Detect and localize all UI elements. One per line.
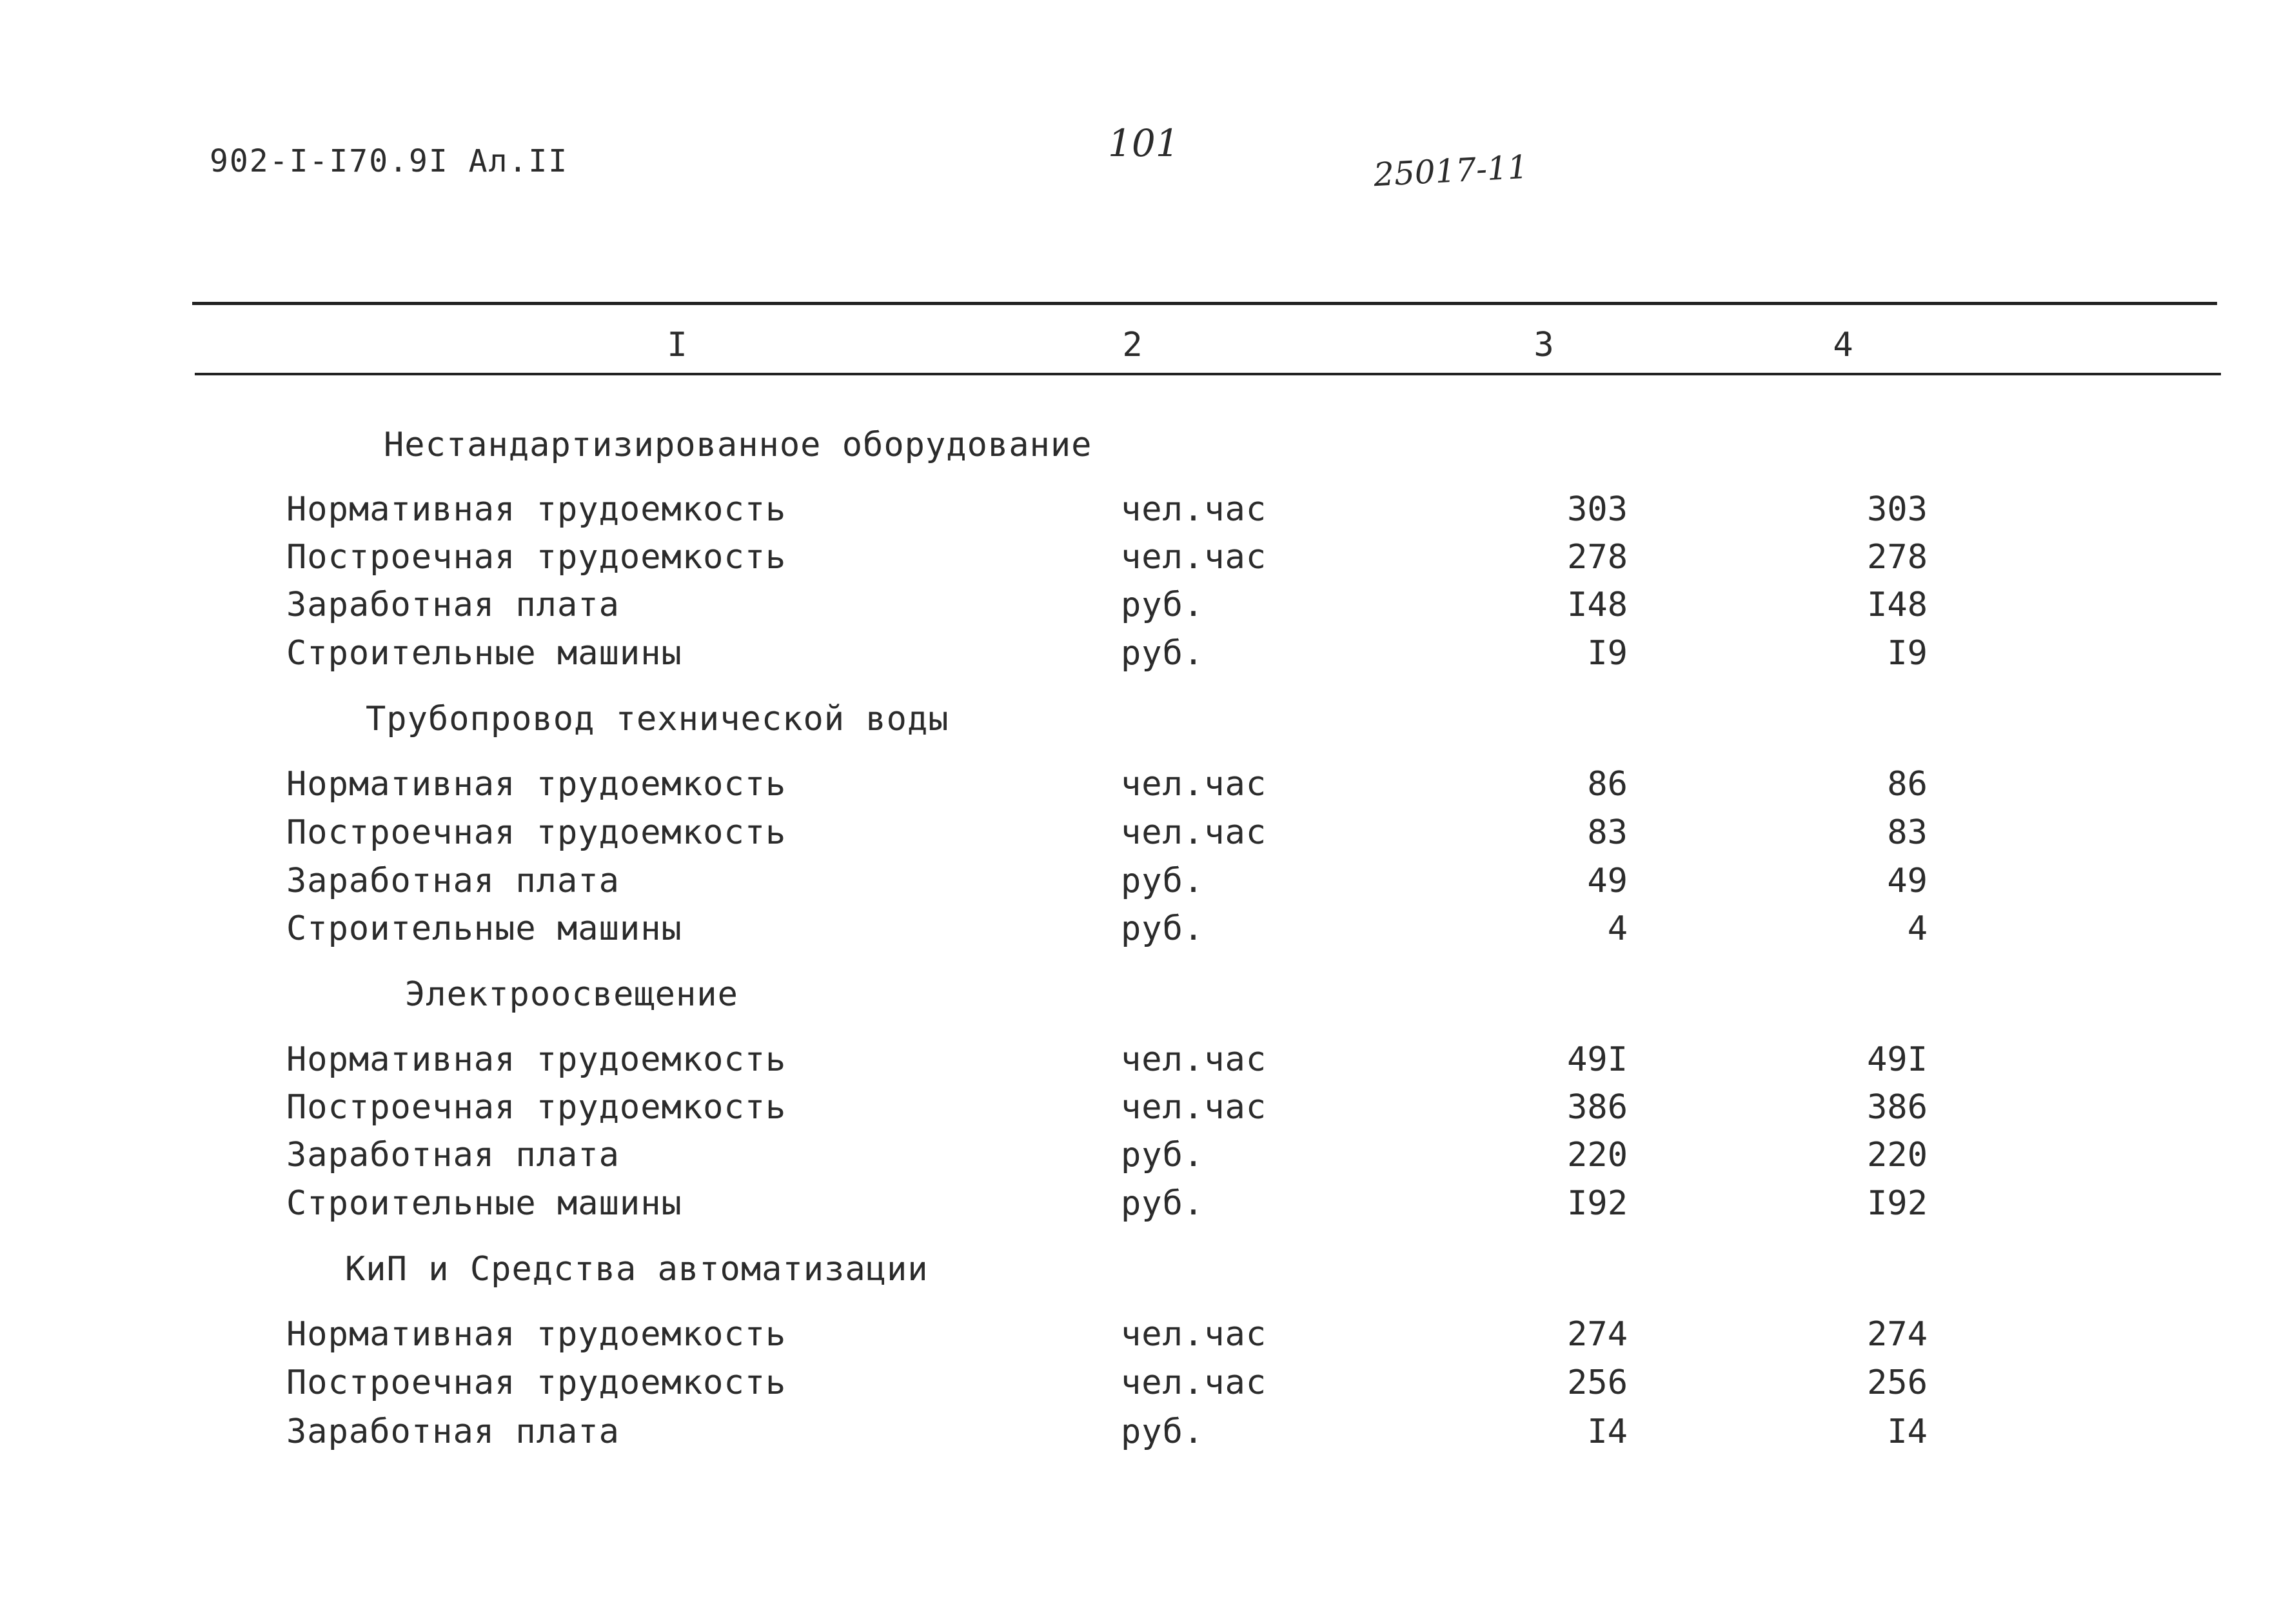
row-unit: чел.час: [1121, 538, 1267, 577]
row-name: Построечная трудоемкость: [286, 1363, 787, 1402]
section-title: Нестандартизированное оборудование: [384, 426, 1092, 464]
row-unit: руб.: [1121, 1136, 1205, 1174]
row-name: Заработная плата: [286, 1136, 620, 1174]
row-value-col4: I48: [1867, 586, 1928, 624]
row-name: Строительные машины: [286, 909, 682, 948]
row-value-col4: 386: [1867, 1088, 1928, 1127]
row-name: Заработная плата: [286, 862, 620, 900]
row-name: Нормативная трудоемкость: [286, 765, 787, 804]
table-row: [0, 586, 2279, 633]
row-value-col3: 303: [1567, 490, 1628, 529]
table-row: [0, 862, 2279, 909]
section-title: КиП и Средства автоматизации: [345, 1250, 929, 1289]
table-top-rule: [192, 302, 2217, 305]
row-value-col4: 256: [1867, 1363, 1928, 1402]
row-name: Построечная трудоемкость: [286, 538, 787, 577]
row-unit: руб.: [1121, 634, 1205, 673]
row-value-col4: 303: [1867, 490, 1928, 529]
table-row: [0, 1136, 2279, 1183]
row-name: Построечная трудоемкость: [286, 813, 787, 852]
row-name: Построечная трудоемкость: [286, 1088, 787, 1127]
column-header-1: I: [667, 326, 687, 364]
table-row: [0, 634, 2279, 682]
row-value-col3: 49I: [1567, 1040, 1628, 1079]
table-row: [0, 1184, 2279, 1232]
row-unit: чел.час: [1121, 813, 1267, 852]
row-value-col4: 274: [1867, 1315, 1928, 1354]
row-value-col4: 49: [1887, 862, 1928, 900]
row-value-col4: 83: [1887, 813, 1928, 852]
row-name: Заработная плата: [286, 586, 620, 624]
row-unit: руб.: [1121, 1184, 1205, 1223]
table-row: [0, 1088, 2279, 1136]
archive-number: 25017-11: [1372, 148, 1529, 194]
row-value-col4: 86: [1887, 765, 1928, 804]
table-header-rule: [195, 373, 2221, 375]
row-value-col3: I48: [1567, 586, 1628, 624]
table-row: [0, 765, 2279, 813]
column-header-3: 3: [1534, 326, 1554, 364]
row-name: Строительные машины: [286, 1184, 682, 1223]
row-unit: чел.час: [1121, 1088, 1267, 1127]
table-row: [0, 909, 2279, 957]
table-row: [0, 1315, 2279, 1363]
table-row: [0, 1040, 2279, 1088]
row-unit: чел.час: [1121, 490, 1267, 529]
row-unit: чел.час: [1121, 1040, 1267, 1079]
section-title: Трубопровод технической воды: [366, 700, 949, 738]
row-unit: руб.: [1121, 1412, 1205, 1451]
row-name: Строительные машины: [286, 634, 682, 673]
row-value-col3: 274: [1567, 1315, 1628, 1354]
row-value-col4: I92: [1867, 1184, 1928, 1223]
row-unit: руб.: [1121, 909, 1205, 948]
row-value-col3: 83: [1587, 813, 1628, 852]
row-value-col3: 256: [1567, 1363, 1628, 1402]
row-value-col4: I4: [1887, 1412, 1928, 1451]
row-unit: руб.: [1121, 862, 1205, 900]
row-name: Нормативная трудоемкость: [286, 490, 787, 529]
table-row: [0, 813, 2279, 861]
row-unit: руб.: [1121, 586, 1205, 624]
document-code: 902-I-I70.9I Ал.II: [210, 143, 569, 179]
row-name: Заработная плата: [286, 1412, 620, 1451]
column-header-2: 2: [1122, 326, 1143, 364]
row-name: Нормативная трудоемкость: [286, 1315, 787, 1354]
row-value-col4: I9: [1887, 634, 1928, 673]
row-unit: чел.час: [1121, 1363, 1267, 1402]
page-number: 101: [1108, 121, 1179, 165]
row-value-col4: 49I: [1867, 1040, 1928, 1079]
row-value-col3: 278: [1567, 538, 1628, 577]
row-value-col3: I4: [1587, 1412, 1628, 1451]
row-unit: чел.час: [1121, 1315, 1267, 1354]
table-row: [0, 1412, 2279, 1460]
row-value-col3: 86: [1587, 765, 1628, 804]
row-value-col4: 220: [1867, 1136, 1928, 1174]
row-unit: чел.час: [1121, 765, 1267, 804]
column-header-4: 4: [1833, 326, 1853, 364]
row-value-col3: 220: [1567, 1136, 1628, 1174]
row-name: Нормативная трудоемкость: [286, 1040, 787, 1079]
row-value-col3: 49: [1587, 862, 1628, 900]
row-value-col3: 4: [1607, 909, 1628, 948]
table-row: [0, 1363, 2279, 1411]
row-value-col4: 278: [1867, 538, 1928, 577]
row-value-col3: I9: [1587, 634, 1628, 673]
row-value-col4: 4: [1907, 909, 1928, 948]
table-row: [0, 538, 2279, 586]
row-value-col3: I92: [1567, 1184, 1628, 1223]
row-value-col3: 386: [1567, 1088, 1628, 1127]
section-title: Электроосвещение: [405, 975, 738, 1014]
table-row: [0, 490, 2279, 538]
